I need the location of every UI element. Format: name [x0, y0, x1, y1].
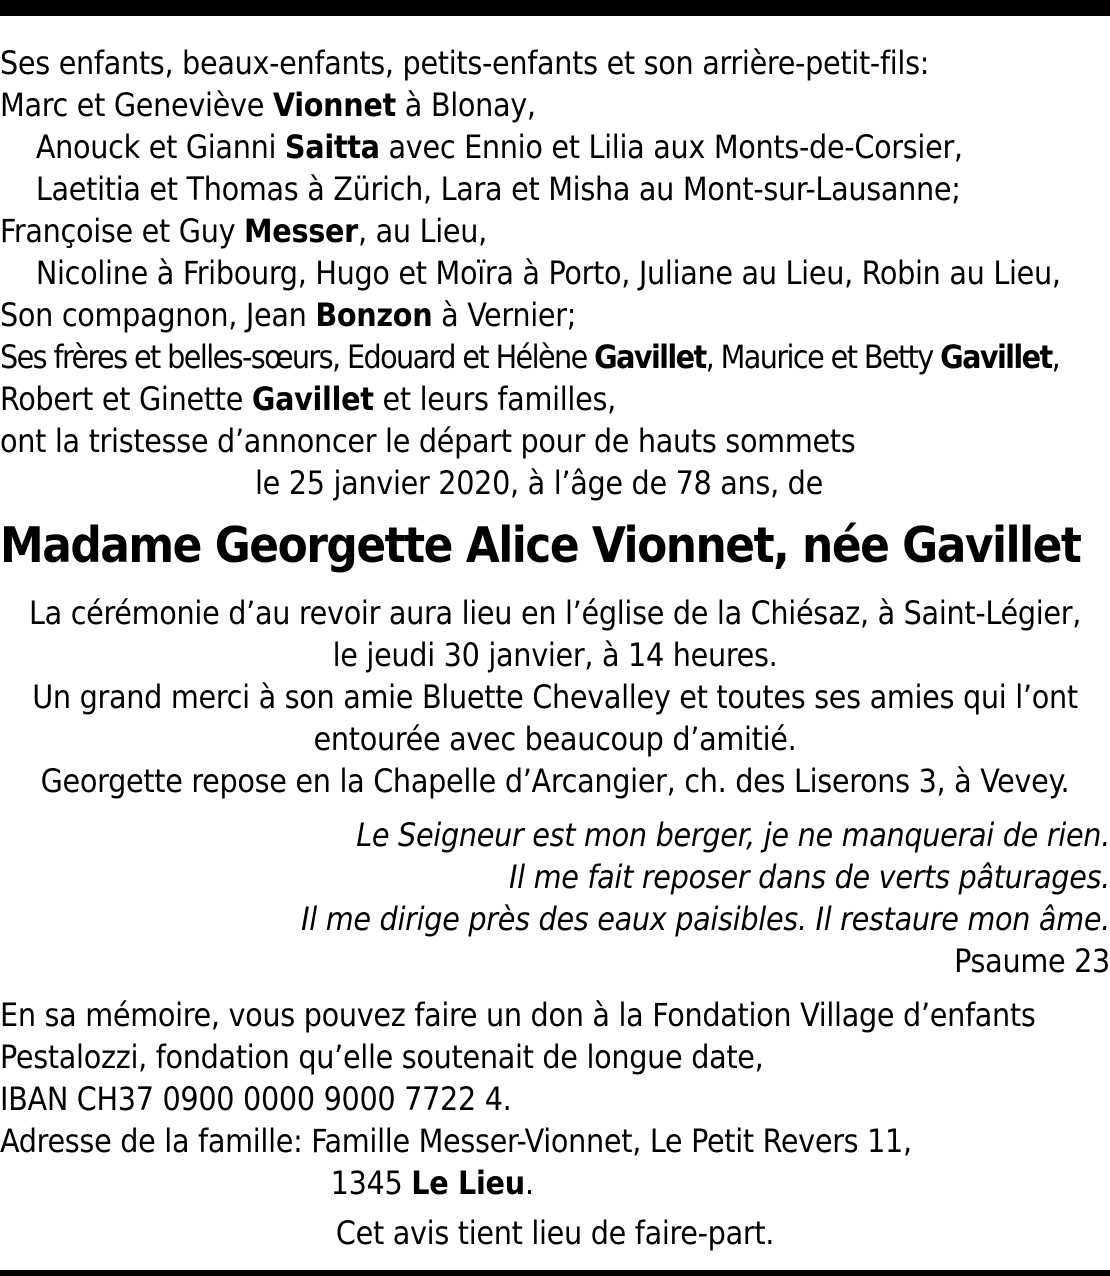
- family-intro: Ses enfants, beaux-enfants, petits-enfants et son arrière-petit-fils:: [0, 44, 930, 82]
- ceremony-line-2: le jeudi 30 janvier, à 14 heures.: [332, 636, 778, 674]
- deceased-name: Madame Georgette Alice Vionnet, née Gavillet: [0, 517, 1081, 574]
- family-address-line-1: Adresse de la famille: Famille Messer-Vionnet, Le Petit Revers 11,: [0, 1122, 912, 1160]
- family-line-laetitia: Laetitia et Thomas à Zürich, Lara et Misha au Mont-sur-Lausanne;: [35, 170, 961, 208]
- family-line-siblings: Ses frères et belles-sœurs, Edouard et Hélène Gavillet, Maurice et Betty Gavillet,: [0, 338, 1060, 376]
- family-line-vionnet: Marc et Geneviève Vionnet à Blonay,: [0, 86, 536, 124]
- donation-iban: IBAN CH37 0900 0000 9000 7722 4.: [0, 1080, 512, 1118]
- family-line-messer: Françoise et Guy Messer, au Lieu,: [0, 212, 487, 250]
- psalm-reference: Psaume 23: [954, 942, 1110, 980]
- ceremony-line-1: La cérémonie d’au revoir aura lieu en l’église de la Chiésaz, à Saint-Légier,: [28, 594, 1082, 632]
- family-line-robert: Robert et Ginette Gavillet et leurs familles,: [0, 380, 616, 418]
- thanks-line-1: Un grand merci à son amie Bluette Chevalley et toutes ses amies qui l’ont: [32, 678, 1078, 716]
- death-date: le 25 janvier 2020, à l’âge de 78 ans, de: [254, 464, 823, 502]
- rest-place: Georgette repose en la Chapelle d’Arcangier, ch. des Liserons 3, à Vevey.: [40, 762, 1070, 800]
- family-address-line-2: 1345 Le Lieu.: [330, 1164, 534, 1202]
- bottom-rule: [0, 1270, 1110, 1276]
- family-line-bonzon: Son compagnon, Jean Bonzon à Vernier;: [0, 296, 577, 334]
- psalm-line-3: Il me dirige près des eaux paisibles. Il restaure mon âme.: [301, 900, 1110, 938]
- psalm-line-2: Il me fait reposer dans de verts pâturages.: [508, 858, 1110, 896]
- donation-line-1: En sa mémoire, vous pouvez faire un don à la Fondation Village d’enfants: [0, 996, 1036, 1034]
- thanks-line-2: entourée avec beaucoup d’amitié.: [313, 720, 797, 758]
- top-rule: [0, 0, 1110, 16]
- family-line-nicoline: Nicoline à Fribourg, Hugo et Moïra à Porto, Juliane au Lieu, Robin au Lieu,: [35, 254, 1061, 292]
- donation-line-2: Pestalozzi, fondation qu’elle soutenait de longue date,: [0, 1038, 764, 1076]
- family-line-saitta: Anouck et Gianni Saitta avec Ennio et Lilia aux Monts-de-Corsier,: [35, 128, 963, 166]
- psalm-line-1: Le Seigneur est mon berger, je ne manquerai de rien.: [356, 816, 1110, 854]
- closing-notice: Cet avis tient lieu de faire-part.: [335, 1214, 775, 1252]
- announcement: ont la tristesse d’annoncer le départ pour de hauts sommets: [0, 422, 856, 460]
